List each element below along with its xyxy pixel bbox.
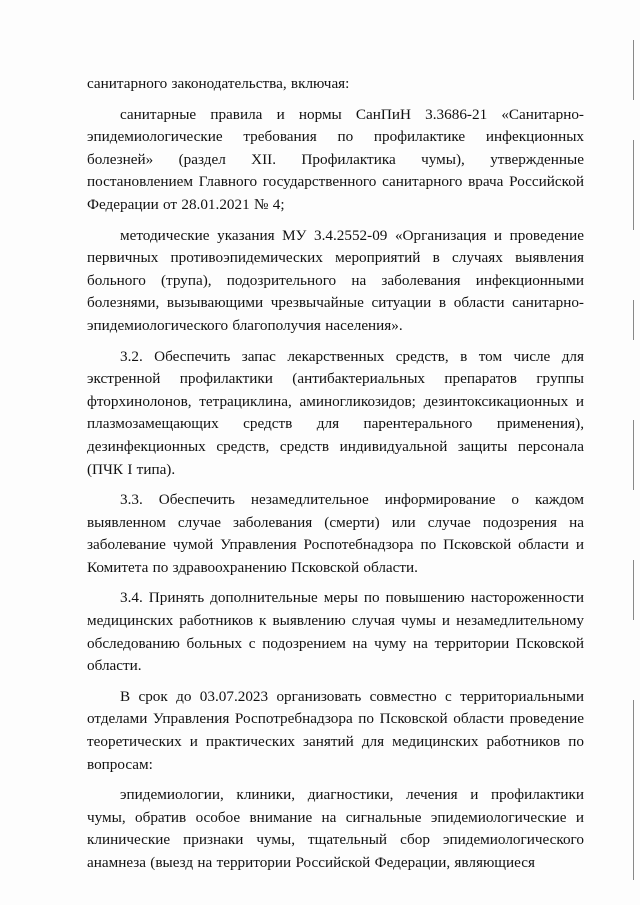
scan-edge-mark	[633, 700, 634, 880]
paragraph-intro: санитарного законодательства, включая:	[87, 75, 350, 92]
paragraph-3-3: 3.3. Обеспечить незамедлительное информирование о каждом выявленном случае заболевания (смерти) или случае подозрения на заболевание чумой Управления Роспотебнадзора по Псковской области и Комитета по здравоохранению Псковской области.	[87, 491, 584, 576]
paragraph-topics: эпидемиологии, клиники, диагностики, лечения и профилактики чумы, обратив особое внимание на сигнальные эпидемиологические и клинические признаки чумы, тщательный сбор эпидемиологического анамнеза (выезд на территории Российской Федерации, являющиеся	[87, 786, 584, 871]
document-body	[87, 73, 584, 875]
scan-edge-mark	[633, 40, 634, 100]
paragraph-3-4: 3.4. Принять дополнительные меры по повышению настороженности медицинских работников к выявлению случая чумы и незамедлительному обследованию больных с подозрением на чуму на территории Псковской области.	[87, 589, 584, 675]
paragraph-deadline: В срок до 03.07.2023 организовать совместно с территориальными отделами Управления Роспотребнадзора по Псковской области проведение теоретических и практических занятий для медицинских работников по вопросам:	[87, 687, 584, 773]
paragraph-sanpin: санитарные правила и нормы СанПиН 3.3686-21 «Санитарно-эпидемиологические требования по профилактике инфекционных болезней» (раздел XII. Профилактика чумы), утвержденные постановлением Главного государственного санитарного врача Российской Федерации от 28.01.2021 № 4;	[87, 105, 584, 213]
paragraph-mu: методические указания МУ 3.4.2552-09 «Организация и проведение первичных противоэпидемических мероприятий в случаях выявления больного (трупа), подозрительного на заболевания инфекционными болезнями, вызывающими чрезвычайные ситуации в области санитарно-эпидемиологического благополучия населения».	[87, 226, 584, 334]
scan-edge-mark	[633, 300, 634, 340]
scan-edge-mark	[633, 140, 634, 230]
paragraph-3-2: 3.2. Обеспечить запас лекарственных средств, в том числе для экстренной профилактики (антибактериальных препаратов группы фторхинолонов, тетрациклина, аминогликозидов; дезинтоксикационных и плазмозамещающих средств для парентерального применения), дезинфекционных средств, средств индивидуальной защиты персонала (ПЧК I типа).	[87, 347, 584, 478]
scan-edge-mark	[633, 420, 634, 490]
scan-edge-mark	[633, 560, 634, 620]
